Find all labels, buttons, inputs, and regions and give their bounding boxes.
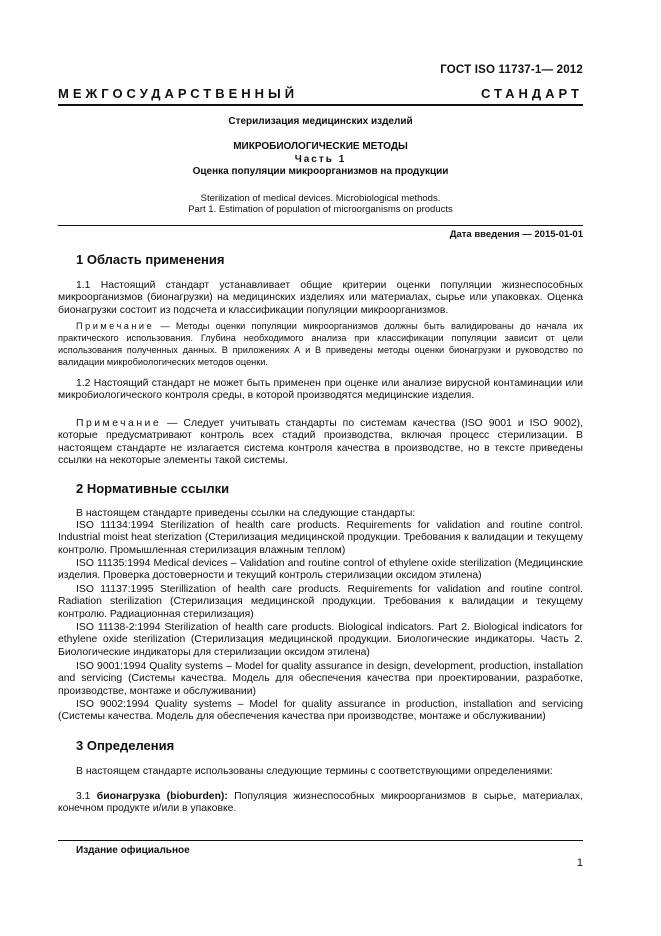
title-line: Стерилизация медицинских изделий [228,116,413,127]
reference-item: ISO 11138-2:1994 Sterilization of health care products. Biological indicators. Part 2. Biological indicators for ethylene oxide sterilization (Стерилизация медицинской продукции. Биологические индикаторы. Часть 2. Биологические индикаторы для стерилизации оксидом этилена) [58,622,583,658]
page-number: 1 [576,857,583,869]
note-label: Примечание [76,418,162,429]
definition-term: бионагрузка (bioburden): [96,791,228,802]
reference-item: ISO 9002:1994 Quality systems – Model for quality assurance in production, installation and servicing (Системы качества. Модель для обеспечения качества при производстве, монтаже и обслуживании) [58,699,583,723]
note-2 [58,418,583,468]
reference-item: ISO 9001:1994 Quality systems – Model for quality assurance in design, development, production, installation and servicing (Системы качества. Модель для обеспечения качества при проектировании, разработке, производстве, монтаже и обслуживании) [58,661,583,697]
reference-item: ISO 11134:1994 Sterilization of health care products. Requirements for validation and routine control. Industrial moist heat sterization (Стерилизация медицинской продукции. Требования к валидации и текущему контролю. Промышленная стерилизация влажным теплом) [58,520,583,556]
section-2-heading: 2 Нормативные ссылки [76,481,230,496]
standard-code: ГОСТ ISO 11737-1— 2012 [440,64,583,76]
clause-1-2: 1.2 Настоящий стандарт не может быть применен при оценке или анализе вирусной контаминации или микробиологического контроля среды, в которой производятся медицинские изделия. [58,378,583,402]
official-edition-label: Издание официальное [76,845,190,856]
introduction-date: Дата введения — 2015-01-01 [449,229,583,240]
definition-text: Популяция жизнеспособных микроорганизмов в сырье, материалах, конечном продукте и/или в упаковке. [58,791,584,815]
note-text: — Методы оценки популяции микроорганизмов должны быть валидированы до начала их практического использования. Глубина необходимого анализа при классификации популяции зависит от цели использования полученных данных. В приложениях А и В приведены методы оценки бионагрузки и руководство по валидации микробиологических методов оценки. [58,321,583,367]
section-3-heading: 3 Определения [76,738,175,753]
footer-rule [58,840,583,841]
references-intro: В настоящем стандарте приведены ссылки на следующие стандарты: [76,508,416,519]
definitions-intro: В настоящем стандарте использованы следующие термины с соответствующими определениями: [76,766,553,777]
english-title-line-2: Part 1. Estimation of population of microorganisms on products [188,204,453,215]
clause-1-1: 1.1 Настоящий стандарт устанавливает общие критерии оценки популяции жизнеспособных микроорганизмов (бионагрузки) на медицинских изделиях или материалах, сырье или упаковках. Оценка бионагрузки состоит из подсчета и классификации популяции микроорганизмов. [58,280,583,316]
header-rule [58,104,583,106]
section-1-heading: 1 Область применения [76,252,225,267]
interstate-standard-banner: МЕЖГОСУДАРСТВЕННЫЙ СТАНДАРТ [58,86,583,101]
note-text: — Следует учитывать стандарты по системам качества (ISO 9001 и ISO 9002), которые предусматривают контроль всех стадий производства, включая процесс стерилизации. В настоящем стандарте не излагается система контроля качества в производстве, но в тексте приведены ссылки на некоторые элементы такой системы. [58,418,583,467]
reference-item: ISO 11135:1994 Medical devices – Validation and routine control of ethylene oxide sterilization (Медицинские изделия. Проверка достоверности и текущий контроль стерилизации оксидом этилена) [58,558,583,582]
title-subtitle: Оценка популяции микроорганизмов на продукции [192,166,449,177]
english-title-line-1: Sterilization of medical devices. Microbiological methods. [200,193,441,204]
note-1 [58,320,583,368]
reference-item: ISO 11137:1995 Sterillization of health care products. Requirements for validation and routine control. Radiation sterilization (Стерилизация медицинской продукции. Требования к валидации и текущему контролю. Радиационная стерилизация) [58,584,583,620]
definition-3-1 [58,791,583,816]
note-label: Примечание [76,321,155,331]
definition-number: 3.1 [76,791,97,802]
title-methods: МИКРОБИОЛОГИЧЕСКИЕ МЕТОДЫ [233,141,408,152]
date-rule [58,225,583,226]
title-part: Часть 1 [294,154,347,165]
